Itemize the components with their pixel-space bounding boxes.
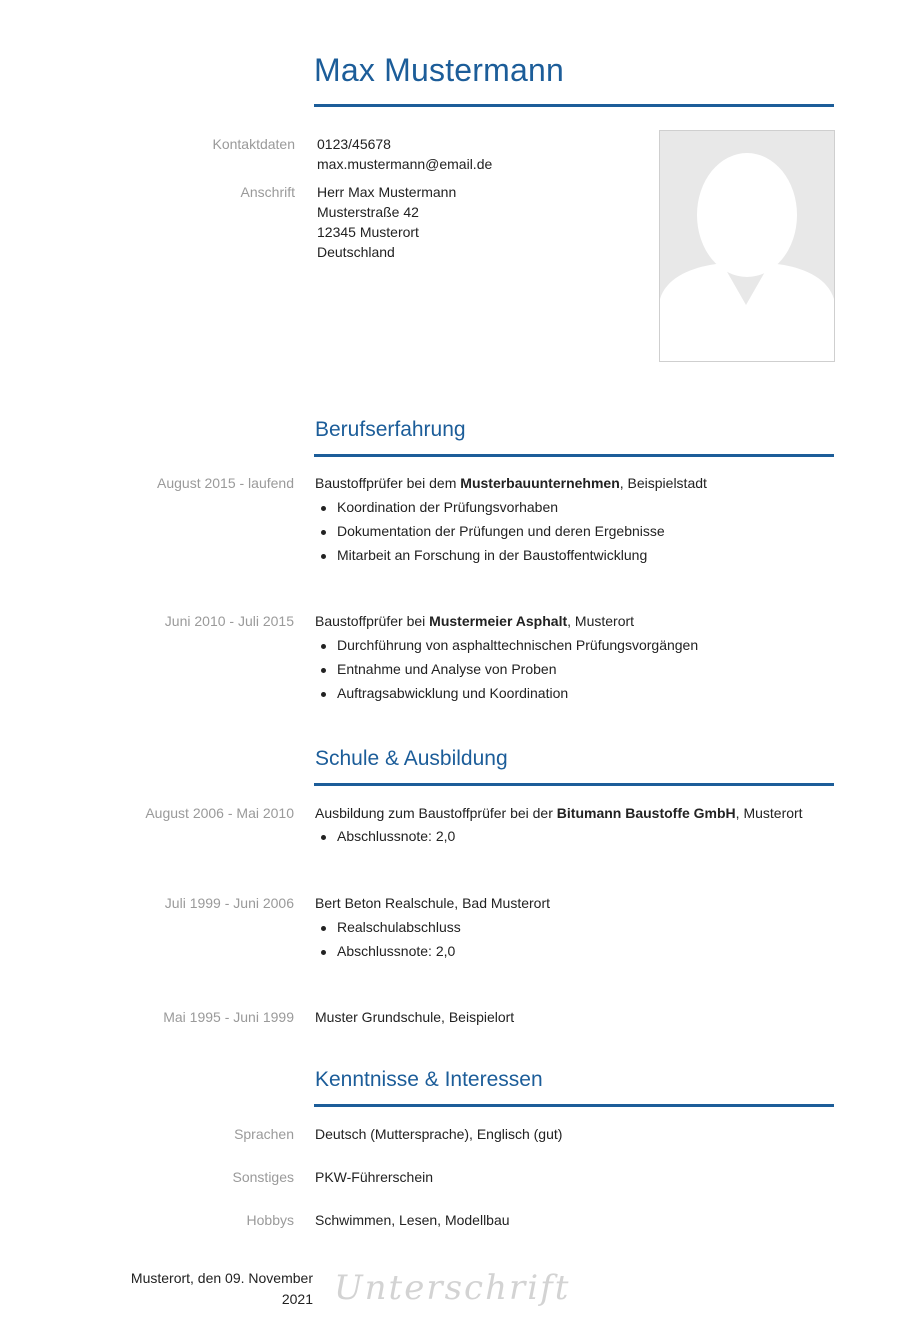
address-label: Anschrift [240,184,295,200]
address-line: 12345 Musterort [317,224,419,240]
section-title-skills: Kenntnisse & Interessen [315,1068,543,1091]
list-item: Koordination der Prüfungsvorhaben [337,499,559,515]
section-title-experience: Berufserfahrung [315,418,466,441]
entry-heading: Ausbildung zum Baustoffprüfer bei der Bitumann Baustoffe GmbH, Musterort [315,805,803,821]
address-line: Herr Max Mustermann [317,184,457,200]
list-item: Entnahme und Analyse von Proben [337,661,557,677]
place-date-line: 2021 [281,1291,313,1307]
skill-value: PKW-Führerschein [315,1169,434,1185]
list-item: Auftragsabwicklung und Koordination [337,685,569,701]
entry-period: Juli 1999 - Juni 2006 [164,895,294,911]
entry-heading: Baustoffprüfer bei Mustermeier Asphalt, Musterort [315,613,635,629]
name-underline [314,104,834,107]
list-item: Mitarbeit an Forschung in der Baustoffentwicklung [337,547,648,563]
list-item: Dokumentation der Prüfungen und deren Ergebnisse [337,523,665,539]
person-silhouette-icon [660,131,834,361]
skill-value: Deutsch (Muttersprache), Englisch (gut) [315,1126,563,1142]
entry-period: Juni 2010 - Juli 2015 [164,613,294,629]
skill-label: Sonstiges [232,1169,294,1185]
address-line: Musterstraße 42 [317,204,419,220]
skill-value: Schwimmen, Lesen, Modellbau [315,1212,510,1228]
section-underline [314,454,834,457]
skill-label: Sprachen [234,1126,294,1142]
section-underline [314,1104,834,1107]
address-line: Deutschland [317,244,395,260]
list-item: Durchführung von asphalttechnischen Prüfungsvorgängen [337,637,699,653]
list-item: Abschlussnote: 2,0 [337,828,456,844]
place-date [120,1268,313,1310]
entry-period: August 2015 - laufend [157,475,294,491]
skill-label: Hobbys [246,1212,294,1228]
list-item: Realschulabschluss [337,919,461,935]
profile-photo-placeholder [659,130,835,362]
resume-name: Max Mustermann [314,52,564,88]
phone-number: 0123/45678 [317,136,391,152]
entry-heading: Muster Grundschule, Beispielort [315,1009,515,1025]
entry-period: Mai 1995 - Juni 1999 [163,1009,294,1025]
signature: Unterschrift [334,1268,571,1308]
email-address: max.mustermann@email.de [317,156,493,172]
section-title-education: Schule & Ausbildung [315,747,508,770]
place-date-line: Musterort, den 09. November [130,1270,313,1286]
entry-heading: Baustoffprüfer bei dem Musterbauunternehmen, Beispielstadt [315,475,707,491]
contact-label: Kontaktdaten [212,136,295,152]
entry-period: August 2006 - Mai 2010 [145,805,294,821]
list-item: Abschlussnote: 2,0 [337,943,456,959]
section-underline [314,783,834,786]
entry-heading: Bert Beton Realschule, Bad Musterort [315,895,551,911]
